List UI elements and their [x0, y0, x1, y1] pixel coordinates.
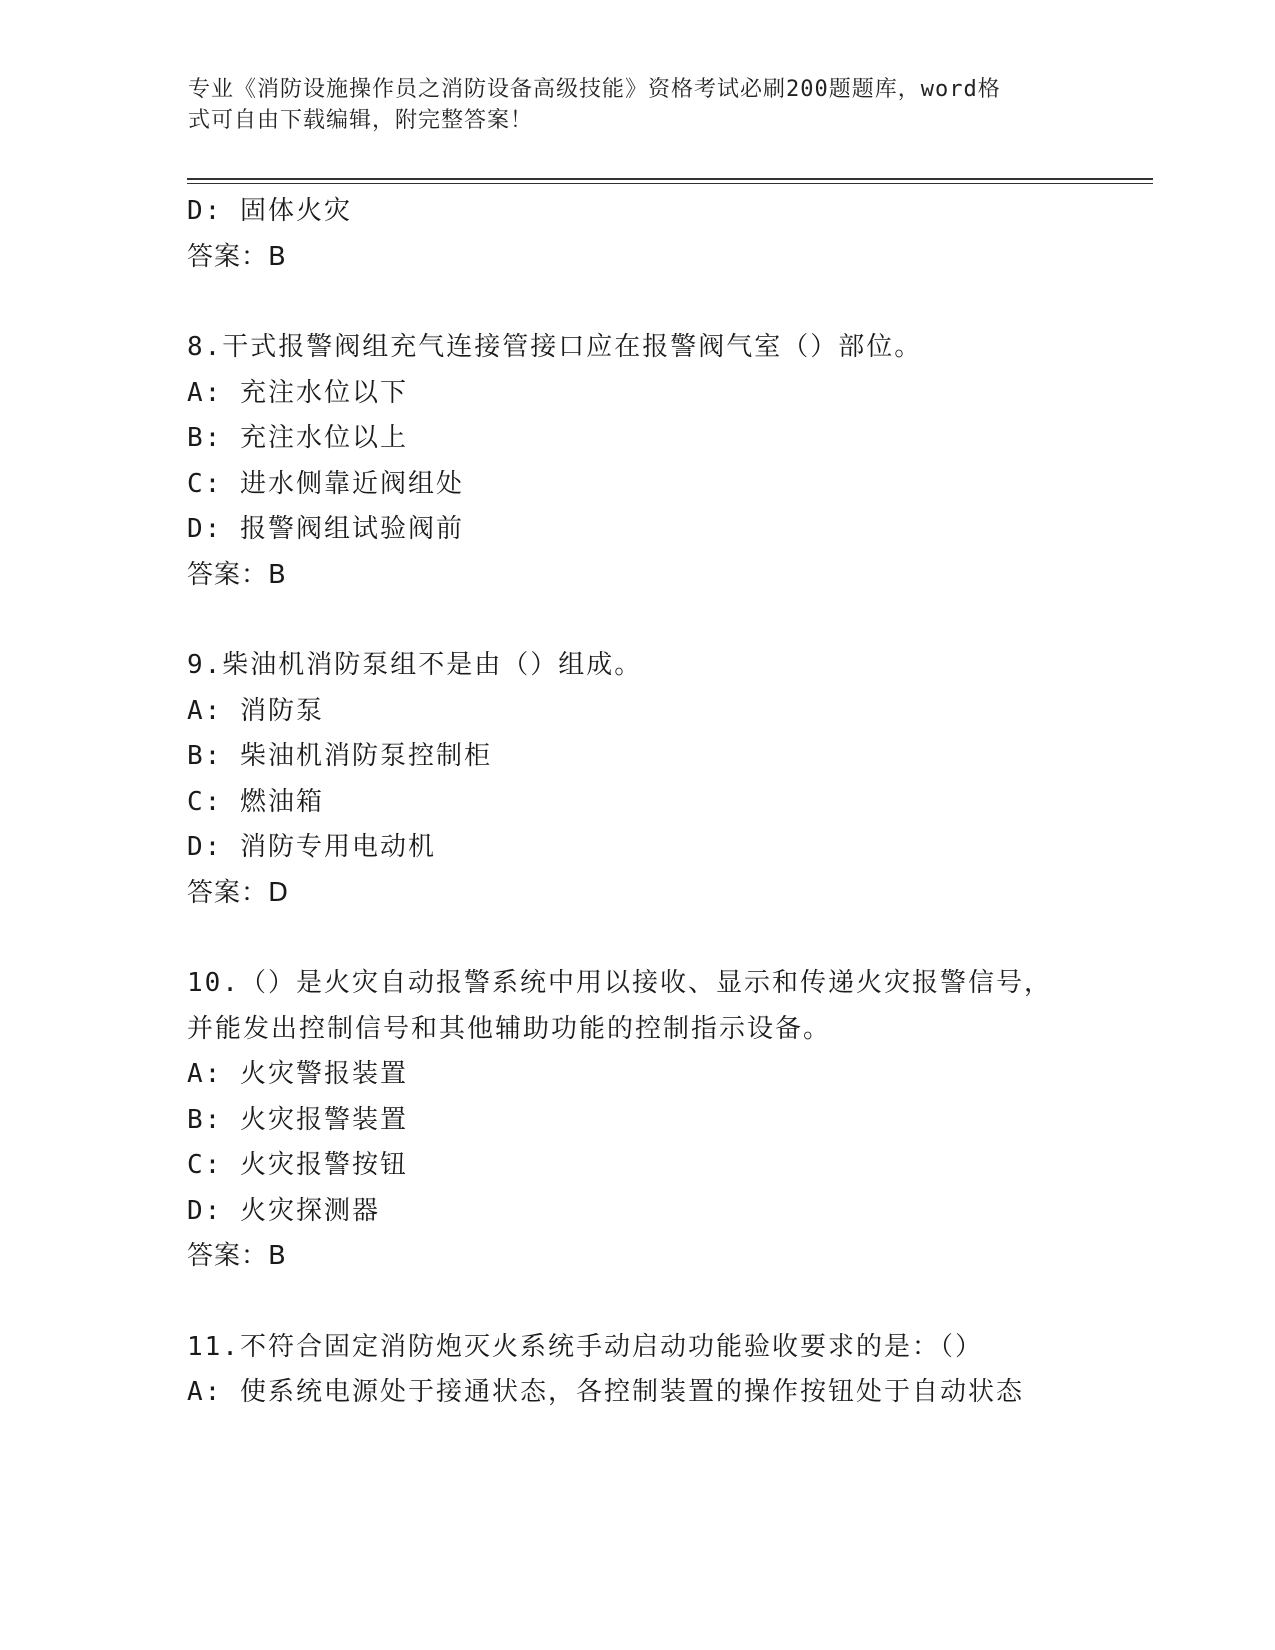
spacer [187, 598, 1087, 643]
option-b: B: 柴油机消防泵控制柜 [187, 741, 492, 771]
question-stem: 9.柴油机消防泵组不是由（）组成。 [187, 650, 643, 680]
header-line-1: 专业《消防设施操作员之消防设备高级技能》资格考试必刷200题题库，word格 [188, 77, 1001, 102]
question-stem: 8.干式报警阀组充气连接管接口应在报警阀气室（）部位。 [187, 332, 923, 362]
question-block-7 [187, 189, 1087, 280]
option-a: A: 使系统电源处于接通状态，各控制装置的操作按钮处于自动状态 [187, 1377, 1024, 1407]
answer-line: 答案：B [187, 1241, 287, 1271]
option-c: C: 火灾报警按钮 [187, 1150, 408, 1180]
option-a: A: 火灾警报装置 [187, 1059, 408, 1089]
question-block-9 [187, 643, 1087, 916]
answer-line: 答案：D [187, 877, 290, 908]
option-d: D: 消防专用电动机 [187, 832, 436, 862]
option-b: B: 火灾报警装置 [187, 1104, 408, 1135]
question-block-11 [187, 1325, 1087, 1416]
spacer [187, 1280, 1087, 1325]
option-d: D: 火灾探测器 [187, 1195, 380, 1226]
answer-line: 答案：B [187, 241, 287, 272]
option-c: C: 进水侧靠近阀组处 [187, 468, 464, 499]
document-header [188, 74, 1068, 136]
header-divider-thick [187, 178, 1153, 180]
question-stem-line-2: 并能发出控制信号和其他辅助功能的控制指示设备。 [187, 1013, 832, 1044]
question-stem-line-1: 10.（）是火灾自动报警系统中用以接收、显示和传递火灾报警信号， [187, 968, 1052, 998]
option-c: C: 燃油箱 [187, 786, 324, 817]
option-a: A: 充注水位以下 [187, 377, 408, 408]
spacer [187, 916, 1087, 961]
question-list [187, 189, 1087, 1416]
option-d: D: 报警阀组试验阀前 [187, 514, 464, 544]
option-b: B: 充注水位以上 [187, 423, 408, 453]
header-line-2: 式可自由下载编辑，附完整答案！ [188, 108, 534, 133]
question-stem: 11.不符合固定消防炮灭火系统手动启动功能验收要求的是：（） [187, 1331, 983, 1362]
option-a: A: 消防泵 [187, 695, 324, 726]
option-d: D: 固体火灾 [187, 196, 352, 226]
spacer [187, 280, 1087, 325]
question-block-8 [187, 325, 1087, 598]
header-divider-thin [187, 183, 1153, 184]
answer-line: 答案：B [187, 559, 287, 590]
question-block-10 [187, 961, 1087, 1280]
